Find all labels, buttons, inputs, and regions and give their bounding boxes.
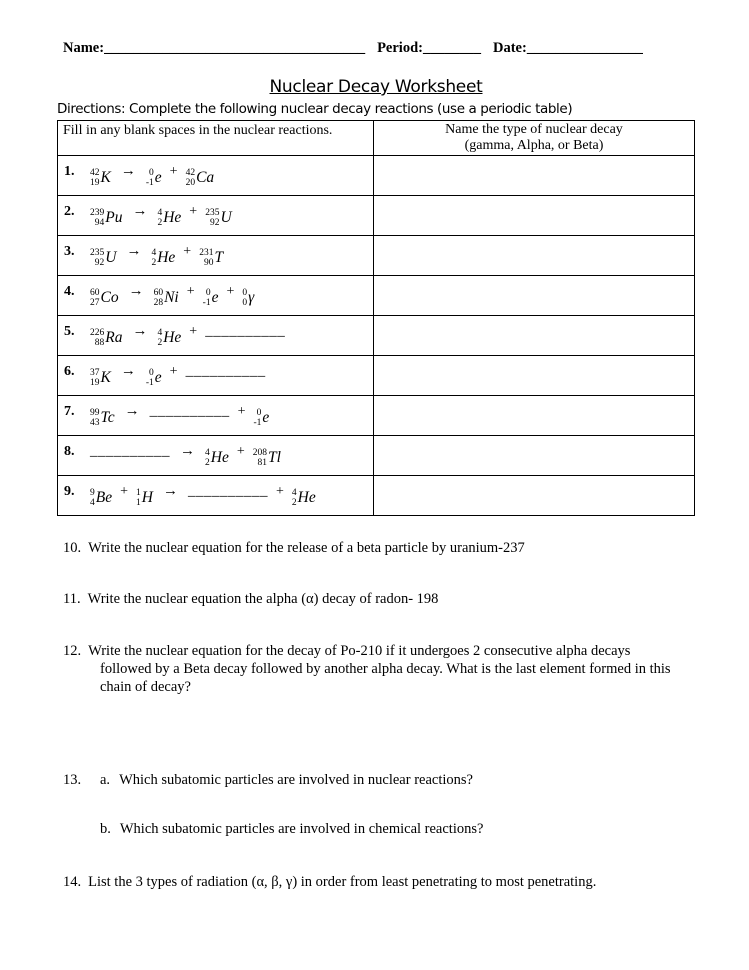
nuclide <box>151 248 175 269</box>
element-symbol: K <box>100 169 111 186</box>
reaction-arrow: → <box>180 442 195 459</box>
element-symbol: K <box>100 369 111 386</box>
nuclide <box>90 408 115 429</box>
decay-type-answer-cell <box>374 396 695 436</box>
question-14 <box>63 874 693 891</box>
reaction-cell <box>58 476 374 516</box>
mass-number: 235 <box>90 247 105 258</box>
question-13 <box>63 772 693 838</box>
question-line: followed by a Beta decay followed by another alpha decay. What is the last element formed in this <box>100 661 671 678</box>
question-10 <box>63 540 693 557</box>
plus-sign: + <box>183 243 192 259</box>
question-number: 11. <box>63 591 81 607</box>
plus-sign: + <box>189 323 198 339</box>
answer-blank: __________ <box>187 482 268 499</box>
decay-type-answer-cell <box>374 356 695 396</box>
plus-sign: + <box>236 443 245 459</box>
atomic-number: 94 <box>94 218 105 228</box>
reaction-arrow: → <box>124 402 140 419</box>
atomic-number: 2 <box>157 338 163 348</box>
mass-number: 0 <box>205 287 211 298</box>
decay-type-header-line1: Name the type of nuclear decay <box>445 122 623 137</box>
atomic-number: 20 <box>185 178 196 188</box>
atomic-number: 19 <box>90 378 100 388</box>
reaction-arrow: → <box>132 202 148 219</box>
mass-atomic-stack <box>242 288 247 309</box>
element-symbol: Ni <box>164 289 179 306</box>
plus-sign: + <box>275 483 284 499</box>
plus-sign: + <box>189 203 198 219</box>
decay-type-answer-cell <box>374 196 695 236</box>
mass-atomic-stack <box>205 208 219 229</box>
reaction-cell <box>58 236 374 276</box>
element-symbol: U <box>220 209 232 226</box>
answer-blank: __________ <box>149 402 230 419</box>
mass-atomic-stack <box>90 368 100 389</box>
mass-number: 235 <box>205 207 220 218</box>
decay-type-answer-cell <box>374 236 695 276</box>
mass-atomic-stack <box>90 208 104 229</box>
reaction-number: 5. <box>64 323 75 339</box>
mass-number: 226 <box>90 327 105 338</box>
nuclide <box>90 368 111 389</box>
atomic-number: 19 <box>90 178 100 188</box>
atomic-number: 4 <box>90 498 95 508</box>
mass-number: 60 <box>153 287 164 298</box>
column-header-reactions: Fill in any blank spaces in the nuclear reactions. <box>58 121 374 156</box>
element-symbol: e <box>211 289 219 306</box>
mass-number: 4 <box>205 447 210 458</box>
mass-atomic-stack <box>136 488 141 509</box>
subpart-text: Which subatomic particles are involved in chemical reactions? <box>119 821 484 838</box>
plus-sign: + <box>237 403 246 419</box>
mass-atomic-stack <box>292 488 297 509</box>
question-number: 14. <box>63 874 82 891</box>
nuclide <box>146 368 162 389</box>
atomic-number: 28 <box>153 298 164 308</box>
question-number: 12. <box>63 643 82 659</box>
atomic-number: -1 <box>202 298 211 308</box>
reaction-arrow: → <box>128 282 144 299</box>
question-text: Write the nuclear equation for the decay of Po-210 if it undergoes 2 consecutive alpha decays <box>88 643 631 659</box>
answer-blank: __________ <box>205 322 286 339</box>
reaction-cell <box>58 436 374 476</box>
answer-blank: __________ <box>185 362 266 379</box>
mass-number: 1 <box>136 487 141 498</box>
question-text: Write the nuclear equation the alpha (α) decay of radon- 198 <box>87 591 439 607</box>
reaction-arrow: → <box>120 362 136 379</box>
reaction-number: 8. <box>64 443 75 459</box>
nuclide <box>205 448 229 469</box>
element-symbol: He <box>210 449 229 466</box>
decay-type-header-line2: (gamma, Alpha, or Beta) <box>464 138 604 153</box>
plus-sign: + <box>120 483 129 499</box>
nuclide <box>242 288 254 309</box>
reaction-number: 1. <box>64 163 75 179</box>
atomic-number: 2 <box>205 458 210 468</box>
mass-atomic-stack <box>90 168 100 189</box>
mass-atomic-stack <box>90 408 100 429</box>
reaction-number: 6. <box>64 363 75 379</box>
element-symbol: Ra <box>105 329 123 346</box>
reaction-number: 7. <box>64 403 75 419</box>
reaction-arrow: → <box>120 162 136 179</box>
plus-sign: + <box>169 363 178 379</box>
mass-atomic-stack <box>146 168 154 189</box>
question-line <box>63 642 693 660</box>
element-symbol: He <box>163 209 182 226</box>
mass-number: 99 <box>90 407 100 418</box>
mass-number: 208 <box>252 447 267 458</box>
mass-number: 239 <box>90 207 105 218</box>
mass-number: 4 <box>291 487 297 498</box>
table-row <box>58 476 695 516</box>
mass-atomic-stack <box>203 288 211 309</box>
directions-text: Directions: Complete the following nuclear decay reactions (use a periodic table) <box>57 101 573 117</box>
element-symbol: e <box>262 409 270 426</box>
mass-atomic-stack <box>157 328 162 349</box>
subpart-letter: a. <box>100 772 111 789</box>
reaction-number: 2. <box>64 203 75 219</box>
nuclide <box>90 328 122 349</box>
mass-atomic-stack <box>90 288 100 309</box>
page-title: Nuclear Decay Worksheet <box>269 77 483 97</box>
decay-type-answer-cell <box>374 156 695 196</box>
atomic-number: 2 <box>291 498 297 508</box>
decay-type-answer-cell <box>374 316 695 356</box>
nuclide <box>157 208 181 229</box>
atomic-number: 0 <box>242 298 248 308</box>
mass-number: 60 <box>90 287 100 298</box>
atomic-number: 2 <box>157 218 163 228</box>
mass-atomic-stack <box>157 208 162 229</box>
table-row <box>58 196 695 236</box>
reaction-arrow: → <box>126 242 142 259</box>
table-row <box>58 356 695 396</box>
column-header-decay-type <box>374 121 695 156</box>
reaction-cell <box>58 276 374 316</box>
mass-number: 0 <box>149 367 154 378</box>
question-13a <box>100 772 483 789</box>
mass-number: 0 <box>242 287 248 298</box>
table-row <box>58 396 695 436</box>
mass-atomic-stack <box>253 408 261 429</box>
name-blank-line: ____________________________________ <box>104 40 366 56</box>
element-symbol: H <box>141 489 153 506</box>
mass-number: 9 <box>90 487 95 498</box>
nuclide <box>292 488 316 509</box>
atomic-number: 2 <box>151 258 157 268</box>
reaction-number: 9. <box>64 483 75 499</box>
nuclide <box>136 488 153 509</box>
nuclide <box>146 168 162 189</box>
nuclide <box>157 328 181 349</box>
period-blank-line: ________ <box>422 40 481 56</box>
decay-type-answer-cell <box>374 436 695 476</box>
question-number: 10. <box>63 540 82 556</box>
mass-atomic-stack <box>151 248 156 269</box>
questions-section <box>63 540 695 891</box>
mass-number: 4 <box>157 207 163 218</box>
nuclide <box>90 168 111 189</box>
reaction-table-body <box>58 156 695 516</box>
question-number: 13. <box>63 772 82 789</box>
table-row <box>58 436 695 476</box>
answer-blank: __________ <box>90 442 170 459</box>
reaction-cell <box>58 196 374 236</box>
atomic-number: 81 <box>257 458 267 468</box>
atomic-number: -1 <box>145 378 154 388</box>
nuclide <box>186 168 215 189</box>
name-label: Name: <box>63 40 105 56</box>
element-symbol: He <box>297 489 316 506</box>
nuclide <box>253 448 281 469</box>
element-symbol: He <box>157 249 176 266</box>
question-13-subparts <box>100 772 483 838</box>
plus-sign: + <box>169 163 178 179</box>
mass-atomic-stack <box>253 448 267 469</box>
nuclide <box>253 408 269 429</box>
nuclide <box>199 248 223 269</box>
reaction-cell <box>58 396 374 436</box>
name-period-date-row <box>63 40 695 57</box>
mass-number: 42 <box>185 167 196 178</box>
mass-atomic-stack <box>199 248 213 269</box>
nuclide <box>90 208 122 229</box>
mass-number: 42 <box>90 167 100 178</box>
mass-atomic-stack <box>90 248 104 269</box>
element-symbol: T <box>214 249 224 266</box>
element-symbol: Tc <box>100 409 115 426</box>
plus-sign: + <box>186 283 195 299</box>
element-symbol: U <box>105 249 117 266</box>
subpart-letter: b. <box>100 821 111 838</box>
atomic-number: 92 <box>94 258 105 268</box>
question-text: List the 3 types of radiation (α, β, γ) in order from least penetrating to most penetrating. <box>88 874 597 891</box>
element-symbol: He <box>163 329 182 346</box>
mass-number: 231 <box>199 247 214 258</box>
atomic-number: -1 <box>253 418 262 428</box>
reaction-arrow: → <box>132 322 148 339</box>
reaction-cell <box>58 156 374 196</box>
question-12 <box>63 642 693 696</box>
mass-number: 4 <box>151 247 157 258</box>
nuclide <box>90 488 112 509</box>
plus-sign: + <box>226 283 235 299</box>
atomic-number: 88 <box>94 338 105 348</box>
nuclide <box>154 288 179 309</box>
element-symbol: Be <box>95 489 113 506</box>
decay-type-answer-cell <box>374 276 695 316</box>
decay-type-answer-cell <box>374 476 695 516</box>
mass-atomic-stack <box>186 168 196 189</box>
reaction-arrow: → <box>162 482 178 499</box>
atomic-number: 43 <box>90 418 100 428</box>
mass-number: 0 <box>149 167 154 178</box>
element-symbol: γ <box>248 289 255 306</box>
atomic-number: -1 <box>145 178 154 188</box>
mass-number: 37 <box>90 367 100 378</box>
reaction-number: 3. <box>64 243 75 259</box>
subpart-text: Which subatomic particles are involved in nuclear reactions? <box>119 772 473 789</box>
element-symbol: e <box>154 169 162 186</box>
table-row <box>58 316 695 356</box>
atomic-number: 90 <box>203 258 214 268</box>
reaction-cell <box>58 316 374 356</box>
reaction-number: 4. <box>64 283 75 299</box>
element-symbol: Ca <box>196 169 215 186</box>
nuclide <box>90 248 116 269</box>
element-symbol: Tl <box>267 449 281 466</box>
element-symbol: Pu <box>105 209 123 226</box>
question-13b <box>100 821 483 838</box>
date-blank-line: ________________ <box>526 40 643 56</box>
table-header-row <box>58 121 695 156</box>
mass-atomic-stack <box>90 328 104 349</box>
element-symbol: Co <box>100 289 119 306</box>
nuclide <box>203 288 219 309</box>
table-row <box>58 156 695 196</box>
date-label: Date: <box>492 40 527 56</box>
question-text: Write the nuclear equation for the release of a beta particle by uranium-237 <box>88 540 525 556</box>
mass-atomic-stack <box>205 448 210 469</box>
mass-number: 4 <box>157 327 163 338</box>
table-row <box>58 276 695 316</box>
table-row <box>58 236 695 276</box>
nuclide <box>205 208 231 229</box>
atomic-number: 27 <box>90 298 100 308</box>
reaction-table <box>57 120 695 516</box>
question-11 <box>63 591 693 608</box>
mass-atomic-stack <box>154 288 164 309</box>
reaction-cell <box>58 356 374 396</box>
period-label: Period: <box>377 40 423 56</box>
mass-atomic-stack <box>146 368 154 389</box>
element-symbol: e <box>154 369 162 386</box>
nuclide <box>90 288 119 309</box>
mass-number: 0 <box>256 407 262 418</box>
mass-atomic-stack <box>90 488 95 509</box>
atomic-number: 92 <box>209 218 220 228</box>
atomic-number: 1 <box>136 498 141 508</box>
question-line: chain of decay? <box>100 679 191 696</box>
